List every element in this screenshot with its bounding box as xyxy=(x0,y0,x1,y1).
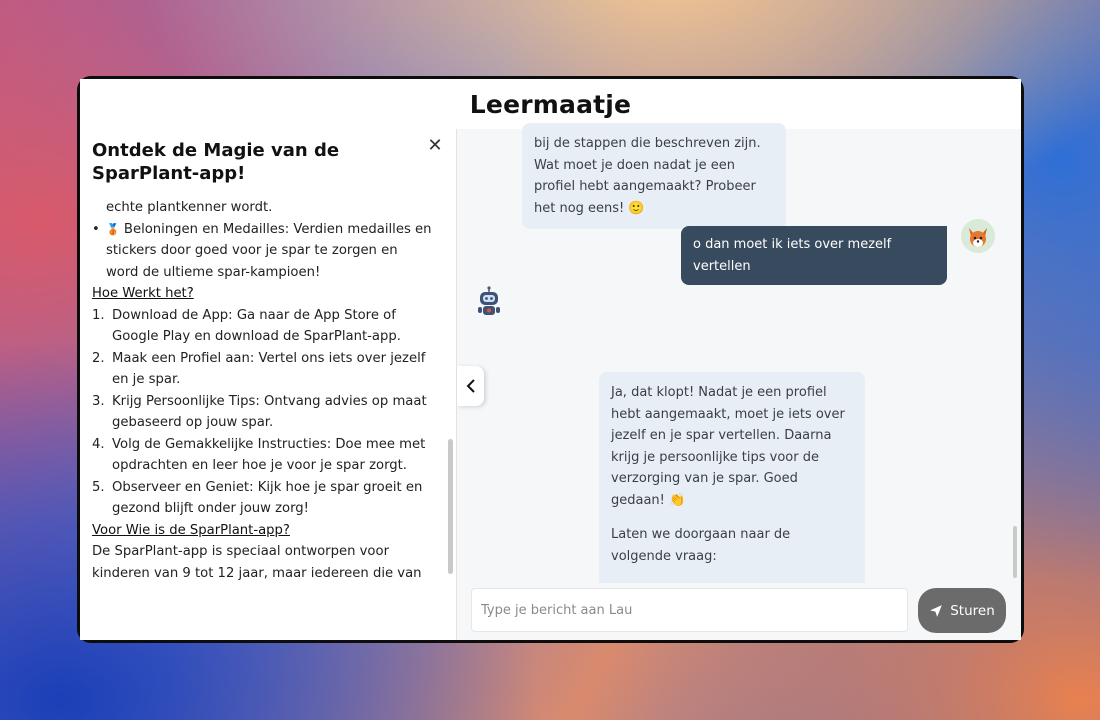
intro-tail: echte plantkenner wordt. xyxy=(106,200,273,215)
message-input[interactable] xyxy=(471,588,908,632)
who-is-it-for-link[interactable]: Voor Wie is de SparPlant-app? xyxy=(92,522,290,538)
app-window xyxy=(77,76,1024,643)
info-panel-scrollbar[interactable] xyxy=(448,439,453,574)
how-it-works-link[interactable]: Hoe Werkt het? xyxy=(92,286,194,301)
chevron-left-icon xyxy=(466,379,476,393)
robot-icon xyxy=(474,286,504,318)
fox-icon xyxy=(961,219,995,253)
chat-scrollbar[interactable] xyxy=(1013,526,1017,578)
app-title: Leermaatje xyxy=(469,89,632,119)
bot-message: bij de stappen die beschreven zijn. Wat moet je doen nadat je een profiel hebt aangemaakt? Probeer het nog eens! 🙂 xyxy=(522,123,786,229)
steps-list xyxy=(92,305,432,520)
info-panel xyxy=(80,129,457,640)
info-panel-heading: Ontdek de Magie van de SparPlant-app! xyxy=(92,140,340,184)
user-avatar xyxy=(961,219,995,253)
user-message: o dan moet ik iets over mezelf vertellen xyxy=(681,226,947,285)
message-list xyxy=(457,129,1021,583)
send-button[interactable] xyxy=(918,588,1006,633)
bot-message: Ja, dat klopt! Nadat je een profiel hebt aangemaakt, moet je iets over jezelf en je spar vertellen. Daarna krijg je persoonlijke tips voor de verzorging van je spar. Goed gedaan! 👏 Laten we doorgaan naar de volgende vraag: xyxy=(599,372,865,633)
list-item: 3. Krijg Persoonlijke Tips: Ontvang advies op maat gebaseerd op jouw spar. xyxy=(92,393,427,430)
send-label: Sturen xyxy=(950,602,995,619)
info-panel-body xyxy=(92,199,432,584)
bullet-text: Beloningen en Medailles: Verdien medailles xyxy=(123,221,411,237)
send-icon xyxy=(929,604,943,618)
bot-avatar xyxy=(474,286,504,318)
list-item: 2. Maak een Profiel aan: Vertel ons iets over jezelf en je spar. xyxy=(92,350,426,387)
list-item: 4. Volg de Gemakkelijke Instructies: Doe mee met opdrachten en leer hoe je voor je spar zorgt. xyxy=(92,436,426,473)
list-item: 1. Download de App: Ga naar de App Store of Google Play en download de SparPlant-app. xyxy=(92,307,401,344)
collapse-panel-button[interactable] xyxy=(457,366,484,406)
chat-panel xyxy=(457,129,1021,640)
close-icon[interactable]: ✕ xyxy=(427,135,443,156)
bullet-text-rest: en stickers door goed voor je spar te zorgen en word de ultieme spar-kampioen! xyxy=(106,221,432,280)
list-item: • 🥉 Beloningen en Medailles: Verdien medailles en stickers door goed voor je spar te zorgen en word de ultieme spar-kampioen! xyxy=(92,221,432,280)
list-item: 5. Observeer en Geniet: Kijk hoe je spar groeit en gezond blijft onder jouw zorg! xyxy=(92,479,423,516)
who-text: De SparPlant-app is speciaal ontworpen voor kinderen van 9 tot 12 jaar, maar iedereen die van xyxy=(92,544,422,581)
composer xyxy=(457,583,1021,640)
medal-icon: 🥉 xyxy=(106,222,120,236)
